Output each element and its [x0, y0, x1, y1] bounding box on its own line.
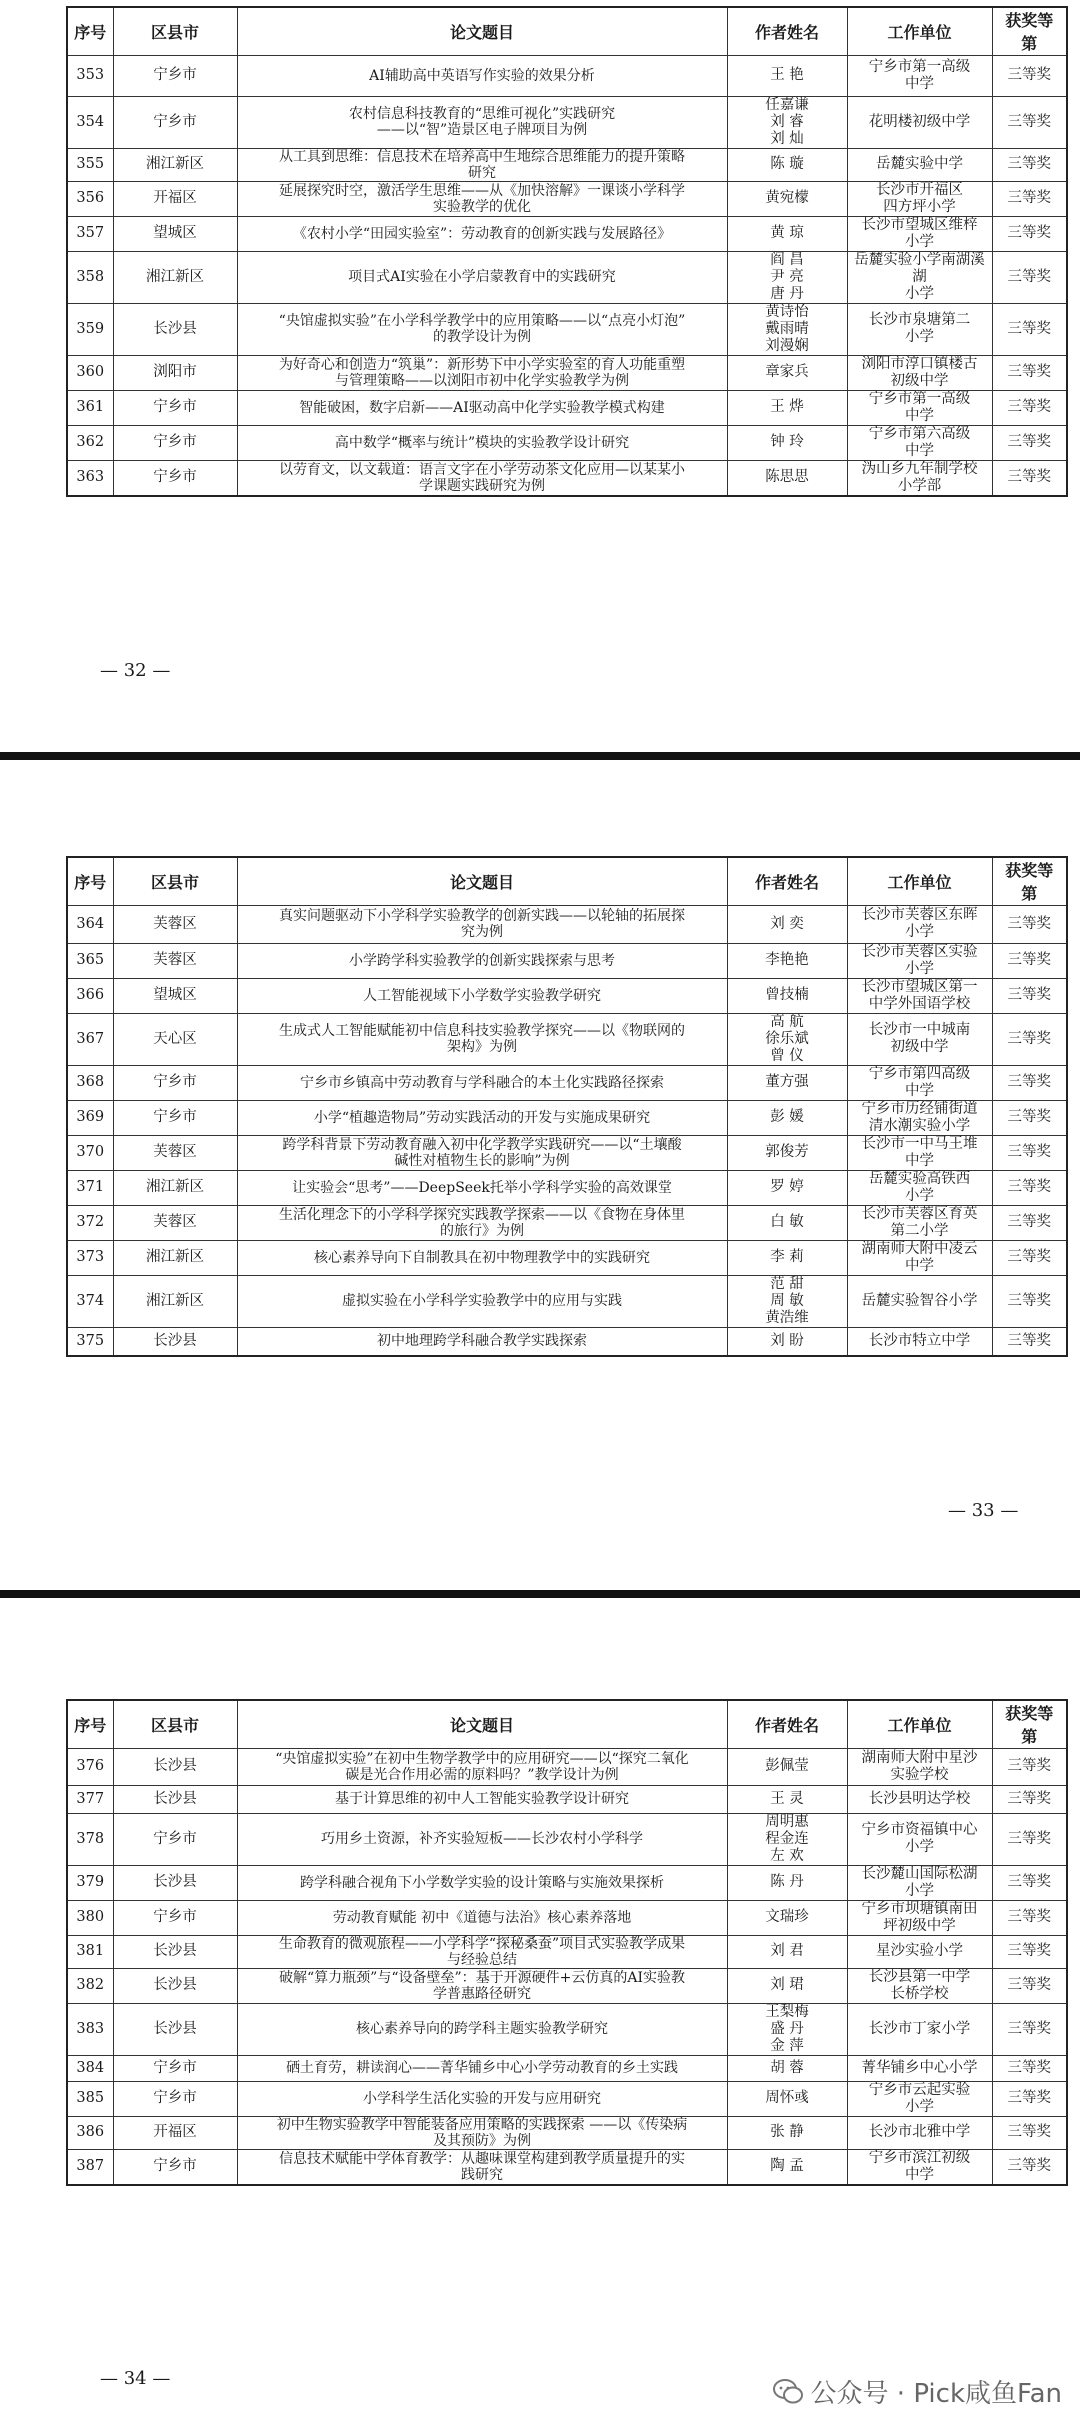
cell-unit: 长沙市望城区第一 中学外国语学校 [847, 978, 992, 1013]
column-header-no: 序号 [67, 857, 113, 905]
cell-title: “央馆虚拟实验”在小学科学教学中的应用策略——以“点亮小灯泡” 的教学设计为例 [237, 303, 727, 355]
cell-author: 高 航 徐乐斌 曾 仪 [727, 1013, 847, 1065]
column-header-county: 区县市 [113, 7, 237, 55]
cell-author: 文瑞珍 [727, 1900, 847, 1935]
cell-unit: 宁乡市第一高级 中学 [847, 55, 992, 96]
cell-author: 彭佩莹 [727, 1748, 847, 1785]
cell-title: 生活化理念下的小学科学探究实践教学探索——以《食物在身体里 的旅行》为例 [237, 1205, 727, 1240]
table-row [67, 303, 1067, 355]
cell-county: 长沙县 [113, 1935, 237, 1968]
cell-county: 宁乡市 [113, 1100, 237, 1135]
cell-unit: 长沙市特立中学 [847, 1327, 992, 1356]
cell-unit: 长沙市泉塘第二 小学 [847, 303, 992, 355]
cell-county: 湘江新区 [113, 1170, 237, 1205]
cell-county: 宁乡市 [113, 2055, 237, 2081]
cell-unit: 长沙麓山国际松湖 小学 [847, 1865, 992, 1900]
cell-no: 367 [67, 1013, 113, 1065]
cell-no: 368 [67, 1065, 113, 1100]
table-header-row [67, 7, 1067, 55]
page-number: — 34 — [100, 2368, 171, 2389]
award-table-page-34 [66, 1699, 1068, 2186]
cell-award: 三等奖 [992, 1135, 1067, 1170]
page-number: — 33 — [948, 1500, 1019, 1521]
cell-unit: 岳麓实验智谷小学 [847, 1275, 992, 1327]
cell-no: 353 [67, 55, 113, 96]
table-row [67, 1170, 1067, 1205]
cell-no: 375 [67, 1327, 113, 1356]
cell-county: 芙蓉区 [113, 905, 237, 943]
cell-no: 376 [67, 1748, 113, 1785]
cell-title: 虚拟实验在小学科学实验教学中的应用与实践 [237, 1275, 727, 1327]
cell-author: 李艳艳 [727, 943, 847, 978]
cell-no: 380 [67, 1900, 113, 1935]
cell-unit: 长沙市丁家小学 [847, 2003, 992, 2055]
cell-title: 高中数学“概率与统计”模块的实验教学设计研究 [237, 425, 727, 460]
cell-county: 长沙县 [113, 1748, 237, 1785]
cell-author: 章家兵 [727, 355, 847, 390]
cell-author: 彭 媛 [727, 1100, 847, 1135]
cell-award: 三等奖 [992, 1813, 1067, 1865]
award-table-page-32 [66, 6, 1068, 497]
cell-no: 355 [67, 148, 113, 181]
cell-title: AI辅助高中英语写作实验的效果分析 [237, 55, 727, 96]
cell-unit: 长沙市一中城南 初级中学 [847, 1013, 992, 1065]
cell-award: 三等奖 [992, 216, 1067, 251]
cell-award: 三等奖 [992, 1205, 1067, 1240]
cell-author: 陈 丹 [727, 1865, 847, 1900]
cell-no: 383 [67, 2003, 113, 2055]
cell-county: 芙蓉区 [113, 1205, 237, 1240]
column-header-unit: 工作单位 [847, 1700, 992, 1748]
cell-title: 人工智能视域下小学数学实验教学研究 [237, 978, 727, 1013]
cell-unit: 岳麓实验中学 [847, 148, 992, 181]
cell-county: 天心区 [113, 1013, 237, 1065]
table-row [67, 1748, 1067, 1785]
cell-title: 项目式AI实验在小学启蒙教育中的实践研究 [237, 251, 727, 303]
cell-county: 宁乡市 [113, 1900, 237, 1935]
cell-county: 长沙县 [113, 1785, 237, 1813]
cell-title: 让实验会“思考”——DeepSeek托举小学科学实验的高效课堂 [237, 1170, 727, 1205]
column-header-author: 作者姓名 [727, 857, 847, 905]
cell-unit: 长沙县明达学校 [847, 1785, 992, 1813]
table-row [67, 1100, 1067, 1135]
cell-author: 王 灵 [727, 1785, 847, 1813]
cell-award: 三等奖 [992, 1865, 1067, 1900]
cell-county: 宁乡市 [113, 1065, 237, 1100]
cell-no: 364 [67, 905, 113, 943]
cell-no: 369 [67, 1100, 113, 1135]
table-row [67, 1968, 1067, 2003]
cell-author: 白 敏 [727, 1205, 847, 1240]
cell-award: 三等奖 [992, 55, 1067, 96]
cell-title: 《农村小学“田园实验室”：劳动教育的创新实践与发展路径》 [237, 216, 727, 251]
cell-county: 长沙县 [113, 1968, 237, 2003]
cell-author: 李 莉 [727, 1240, 847, 1275]
table-row [67, 1275, 1067, 1327]
cell-author: 董方强 [727, 1065, 847, 1100]
table-row [67, 355, 1067, 390]
cell-no: 354 [67, 96, 113, 148]
cell-unit: 宁乡市滨江初级 中学 [847, 2149, 992, 2185]
cell-award: 三等奖 [992, 1275, 1067, 1327]
table-row [67, 216, 1067, 251]
cell-no: 385 [67, 2081, 113, 2116]
cell-award: 三等奖 [992, 1785, 1067, 1813]
cell-no: 382 [67, 1968, 113, 2003]
cell-award: 三等奖 [992, 460, 1067, 496]
table-row [67, 943, 1067, 978]
column-header-author: 作者姓名 [727, 7, 847, 55]
cell-county: 浏阳市 [113, 355, 237, 390]
cell-no: 358 [67, 251, 113, 303]
column-header-title: 论文题目 [237, 1700, 727, 1748]
cell-unit: 宁乡市资福镇中心 小学 [847, 1813, 992, 1865]
cell-author: 张 静 [727, 2116, 847, 2149]
cell-no: 363 [67, 460, 113, 496]
cell-author: 罗 婷 [727, 1170, 847, 1205]
cell-no: 356 [67, 181, 113, 216]
cell-county: 长沙县 [113, 1327, 237, 1356]
cell-title: 从工具到思维：信息技术在培养高中生地综合思维能力的提升策略 研究 [237, 148, 727, 181]
cell-unit: 浏阳市淳口镇楼古 初级中学 [847, 355, 992, 390]
cell-award: 三等奖 [992, 96, 1067, 148]
cell-title: 信息技术赋能中学体育教学：从趣味课堂构建到教学质量提升的实 践研究 [237, 2149, 727, 2185]
column-header-unit: 工作单位 [847, 7, 992, 55]
cell-county: 芙蓉区 [113, 943, 237, 978]
table-row [67, 1013, 1067, 1065]
cell-author: 郭俊芳 [727, 1135, 847, 1170]
cell-author: 刘 珺 [727, 1968, 847, 2003]
cell-no: 366 [67, 978, 113, 1013]
cell-award: 三等奖 [992, 390, 1067, 425]
cell-title: 真实问题驱动下小学科学实验教学的创新实践——以轮轴的拓展探 究为例 [237, 905, 727, 943]
table-row [67, 2003, 1067, 2055]
cell-award: 三等奖 [992, 1240, 1067, 1275]
watermark-text: 公众号 · Pick咸鱼Fan [810, 2379, 1062, 2409]
cell-author: 刘 奕 [727, 905, 847, 943]
cell-county: 宁乡市 [113, 460, 237, 496]
cell-unit: 岳麓实验小学南湖溪湖 小学 [847, 251, 992, 303]
cell-author: 阎 昌 尹 亮 唐 丹 [727, 251, 847, 303]
cell-award: 三等奖 [992, 1065, 1067, 1100]
cell-no: 377 [67, 1785, 113, 1813]
cell-no: 365 [67, 943, 113, 978]
cell-author: 王 艳 [727, 55, 847, 96]
cell-county: 长沙县 [113, 2003, 237, 2055]
cell-title: 生成式人工智能赋能初中信息科技实验教学探究——以《物联网的 架构》为例 [237, 1013, 727, 1065]
cell-no: 373 [67, 1240, 113, 1275]
cell-county: 宁乡市 [113, 425, 237, 460]
cell-award: 三等奖 [992, 2116, 1067, 2149]
cell-county: 湘江新区 [113, 251, 237, 303]
cell-award: 三等奖 [992, 2003, 1067, 2055]
cell-no: 378 [67, 1813, 113, 1865]
table-row [67, 251, 1067, 303]
table-row [67, 2116, 1067, 2149]
table-row [67, 2149, 1067, 2185]
cell-title: 硒土育劳，耕读润心——菁华铺乡中心小学劳动教育的乡土实践 [237, 2055, 727, 2081]
cell-author: 刘 盼 [727, 1327, 847, 1356]
cell-author: 黄 琼 [727, 216, 847, 251]
cell-unit: 菁华铺乡中心小学 [847, 2055, 992, 2081]
cell-award: 三等奖 [992, 251, 1067, 303]
cell-county: 宁乡市 [113, 2149, 237, 2185]
column-header-title: 论文题目 [237, 857, 727, 905]
cell-unit: 长沙市芙蓉区育英 第二小学 [847, 1205, 992, 1240]
cell-no: 381 [67, 1935, 113, 1968]
table-row [67, 1785, 1067, 1813]
cell-unit: 宁乡市第四高级 中学 [847, 1065, 992, 1100]
cell-unit: 长沙县第一中学 长桥学校 [847, 1968, 992, 2003]
cell-unit: 沩山乡九年制学校 小学部 [847, 460, 992, 496]
cell-author: 王梨梅 盛 丹 金 萍 [727, 2003, 847, 2055]
cell-unit: 宁乡市坝塘镇南田 坪初级中学 [847, 1900, 992, 1935]
table-row [67, 1327, 1067, 1356]
cell-county: 宁乡市 [113, 1813, 237, 1865]
table-row [67, 1935, 1067, 1968]
cell-no: 379 [67, 1865, 113, 1900]
cell-author: 陶 孟 [727, 2149, 847, 2185]
cell-unit: 花明楼初级中学 [847, 96, 992, 148]
cell-title: 小学跨学科实验教学的创新实践探索与思考 [237, 943, 727, 978]
cell-title: 基于计算思维的初中人工智能实验教学设计研究 [237, 1785, 727, 1813]
cell-author: 钟 玲 [727, 425, 847, 460]
cell-title: 以劳育文，以文载道：语言文字在小学劳动茶文化应用—以某某小 学课题实践研究为例 [237, 460, 727, 496]
cell-unit: 长沙市开福区 四方坪小学 [847, 181, 992, 216]
cell-county: 长沙县 [113, 1865, 237, 1900]
cell-title: 核心素养导向下自制教具在初中物理教学中的实践研究 [237, 1240, 727, 1275]
column-header-no: 序号 [67, 1700, 113, 1748]
cell-county: 宁乡市 [113, 96, 237, 148]
cell-author: 黄诗怡 戴雨晴 刘漫娴 [727, 303, 847, 355]
cell-no: 359 [67, 303, 113, 355]
table-row [67, 460, 1067, 496]
cell-title: 生命教育的微观旅程——小学科学“探秘桑蚕”项目式实验教学成果 与经验总结 [237, 1935, 727, 1968]
cell-title: 小学“植趣造物局”劳动实践活动的开发与实施成果研究 [237, 1100, 727, 1135]
cell-award: 三等奖 [992, 148, 1067, 181]
cell-no: 386 [67, 2116, 113, 2149]
cell-no: 357 [67, 216, 113, 251]
column-header-author: 作者姓名 [727, 1700, 847, 1748]
cell-county: 望城区 [113, 978, 237, 1013]
cell-title: 延展探究时空，激活学生思维——从《加快溶解》一课谈小学科学 实验教学的优化 [237, 181, 727, 216]
cell-award: 三等奖 [992, 1327, 1067, 1356]
cell-author: 曾技楠 [727, 978, 847, 1013]
cell-no: 374 [67, 1275, 113, 1327]
cell-county: 望城区 [113, 216, 237, 251]
cell-title: 劳动教育赋能 初中《道德与法治》核心素养落地 [237, 1900, 727, 1935]
cell-county: 宁乡市 [113, 55, 237, 96]
cell-county: 宁乡市 [113, 390, 237, 425]
cell-award: 三等奖 [992, 1900, 1067, 1935]
cell-award: 三等奖 [992, 1935, 1067, 1968]
cell-county: 湘江新区 [113, 148, 237, 181]
cell-no: 372 [67, 1205, 113, 1240]
document-page-33 [0, 760, 1080, 1560]
cell-title: 破解“算力瓶颈”与“设备壁垒”：基于开源硬件+云仿真的AI实验教 学普惠路径研究 [237, 1968, 727, 2003]
cell-title: 农村信息科技教育的“思维可视化”实践研究 ——以“智”造景区电子牌项目为例 [237, 96, 727, 148]
column-header-award: 获奖等第 [992, 1700, 1067, 1748]
award-table-page-33 [66, 856, 1068, 1357]
cell-no: 384 [67, 2055, 113, 2081]
cell-award: 三等奖 [992, 1748, 1067, 1785]
cell-unit: 湖南师大附中凌云 中学 [847, 1240, 992, 1275]
watermark [773, 2373, 1062, 2410]
cell-award: 三等奖 [992, 1968, 1067, 2003]
document-page-32 [0, 0, 1080, 740]
cell-county: 芙蓉区 [113, 1135, 237, 1170]
table-row [67, 1813, 1067, 1865]
page-separator [0, 1590, 1080, 1598]
table-row [67, 1865, 1067, 1900]
cell-author: 任嘉谦 刘 睿 刘 灿 [727, 96, 847, 148]
cell-award: 三等奖 [992, 181, 1067, 216]
cell-award: 三等奖 [992, 905, 1067, 943]
cell-award: 三等奖 [992, 1100, 1067, 1135]
cell-title: 跨学科融合视角下小学数学实验的设计策略与实施效果探析 [237, 1865, 727, 1900]
table-row [67, 1240, 1067, 1275]
table-row [67, 978, 1067, 1013]
cell-award: 三等奖 [992, 2055, 1067, 2081]
cell-unit: 宁乡市云起实验 小学 [847, 2081, 992, 2116]
cell-author: 陈思思 [727, 460, 847, 496]
cell-unit: 长沙市北雅中学 [847, 2116, 992, 2149]
cell-title: 小学科学生活化实验的开发与应用研究 [237, 2081, 727, 2116]
cell-no: 371 [67, 1170, 113, 1205]
cell-author: 胡 蓉 [727, 2055, 847, 2081]
cell-author: 王 烨 [727, 390, 847, 425]
cell-title: 宁乡市乡镇高中劳动教育与学科融合的本土化实践路径探索 [237, 1065, 727, 1100]
cell-unit: 宁乡市历经铺街道 清水潮实验小学 [847, 1100, 992, 1135]
cell-title: 为好奇心和创造力“筑巢”：新形势下中小学实验室的育人功能重塑 与管理策略——以浏阳市初中化学实验教学为例 [237, 355, 727, 390]
cell-unit: 长沙市望城区维梓 小学 [847, 216, 992, 251]
cell-author: 周怀彧 [727, 2081, 847, 2116]
table-row [67, 1900, 1067, 1935]
cell-title: 巧用乡土资源，补齐实验短板——长沙农村小学科学 [237, 1813, 727, 1865]
table-header-row [67, 1700, 1067, 1748]
table-row [67, 2055, 1067, 2081]
cell-award: 三等奖 [992, 1013, 1067, 1065]
cell-title: 初中生物实验教学中智能装备应用策略的实践探索 ——以《传染病 及其预防》为例 [237, 2116, 727, 2149]
cell-unit: 宁乡市第六高级 中学 [847, 425, 992, 460]
table-row [67, 1135, 1067, 1170]
cell-no: 362 [67, 425, 113, 460]
cell-author: 陈 璇 [727, 148, 847, 181]
cell-county: 开福区 [113, 2116, 237, 2149]
table-row [67, 2081, 1067, 2116]
cell-county: 湘江新区 [113, 1275, 237, 1327]
column-header-title: 论文题目 [237, 7, 727, 55]
cell-author: 周明惠 程金连 左 欢 [727, 1813, 847, 1865]
table-row [67, 96, 1067, 148]
cell-unit: 宁乡市第一高级 中学 [847, 390, 992, 425]
document-page-34 [0, 1598, 1080, 2401]
cell-unit: 星沙实验小学 [847, 1935, 992, 1968]
table-header-row [67, 857, 1067, 905]
cell-award: 三等奖 [992, 355, 1067, 390]
cell-unit: 岳麓实验高铁西 小学 [847, 1170, 992, 1205]
cell-unit: 湖南师大附中星沙 实验学校 [847, 1748, 992, 1785]
cell-award: 三等奖 [992, 1170, 1067, 1205]
cell-title: “央馆虚拟实验”在初中生物学教学中的应用研究——以“探究二氧化 碳是光合作用必需的原料吗？”教学设计为例 [237, 1748, 727, 1785]
cell-unit: 长沙市一中马王堆 中学 [847, 1135, 992, 1170]
cell-author: 黄宛檬 [727, 181, 847, 216]
cell-title: 跨学科背景下劳动教育融入初中化学教学实践研究——以“土壤酸 碱性对植物生长的影响”为例 [237, 1135, 727, 1170]
cell-county: 开福区 [113, 181, 237, 216]
cell-award: 三等奖 [992, 943, 1067, 978]
table-row [67, 905, 1067, 943]
table-row [67, 1065, 1067, 1100]
column-header-county: 区县市 [113, 1700, 237, 1748]
table-row [67, 390, 1067, 425]
table-row [67, 1205, 1067, 1240]
column-header-award: 获奖等第 [992, 857, 1067, 905]
cell-county: 宁乡市 [113, 2081, 237, 2116]
cell-award: 三等奖 [992, 978, 1067, 1013]
column-header-county: 区县市 [113, 857, 237, 905]
table-row [67, 148, 1067, 181]
cell-award: 三等奖 [992, 2081, 1067, 2116]
page-number: — 32 — [100, 660, 171, 681]
cell-title: 智能破困，数字启新——AI驱动高中化学实验教学模式构建 [237, 390, 727, 425]
cell-award: 三等奖 [992, 303, 1067, 355]
cell-unit: 长沙市芙蓉区东晖 小学 [847, 905, 992, 943]
table-row [67, 181, 1067, 216]
cell-award: 三等奖 [992, 2149, 1067, 2185]
cell-no: 361 [67, 390, 113, 425]
cell-county: 湘江新区 [113, 1240, 237, 1275]
cell-title: 核心素养导向的跨学科主题实验教学研究 [237, 2003, 727, 2055]
table-row [67, 55, 1067, 96]
cell-author: 刘 君 [727, 1935, 847, 1968]
cell-author: 范 甜 周 敏 黄浩维 [727, 1275, 847, 1327]
cell-no: 387 [67, 2149, 113, 2185]
table-row [67, 425, 1067, 460]
column-header-award: 获奖等第 [992, 7, 1067, 55]
page-separator [0, 752, 1080, 760]
column-header-no: 序号 [67, 7, 113, 55]
cell-no: 360 [67, 355, 113, 390]
cell-title: 初中地理跨学科融合教学实践探索 [237, 1327, 727, 1356]
cell-no: 370 [67, 1135, 113, 1170]
cell-county: 长沙县 [113, 303, 237, 355]
column-header-unit: 工作单位 [847, 857, 992, 905]
cell-award: 三等奖 [992, 425, 1067, 460]
cell-unit: 长沙市芙蓉区实验 小学 [847, 943, 992, 978]
